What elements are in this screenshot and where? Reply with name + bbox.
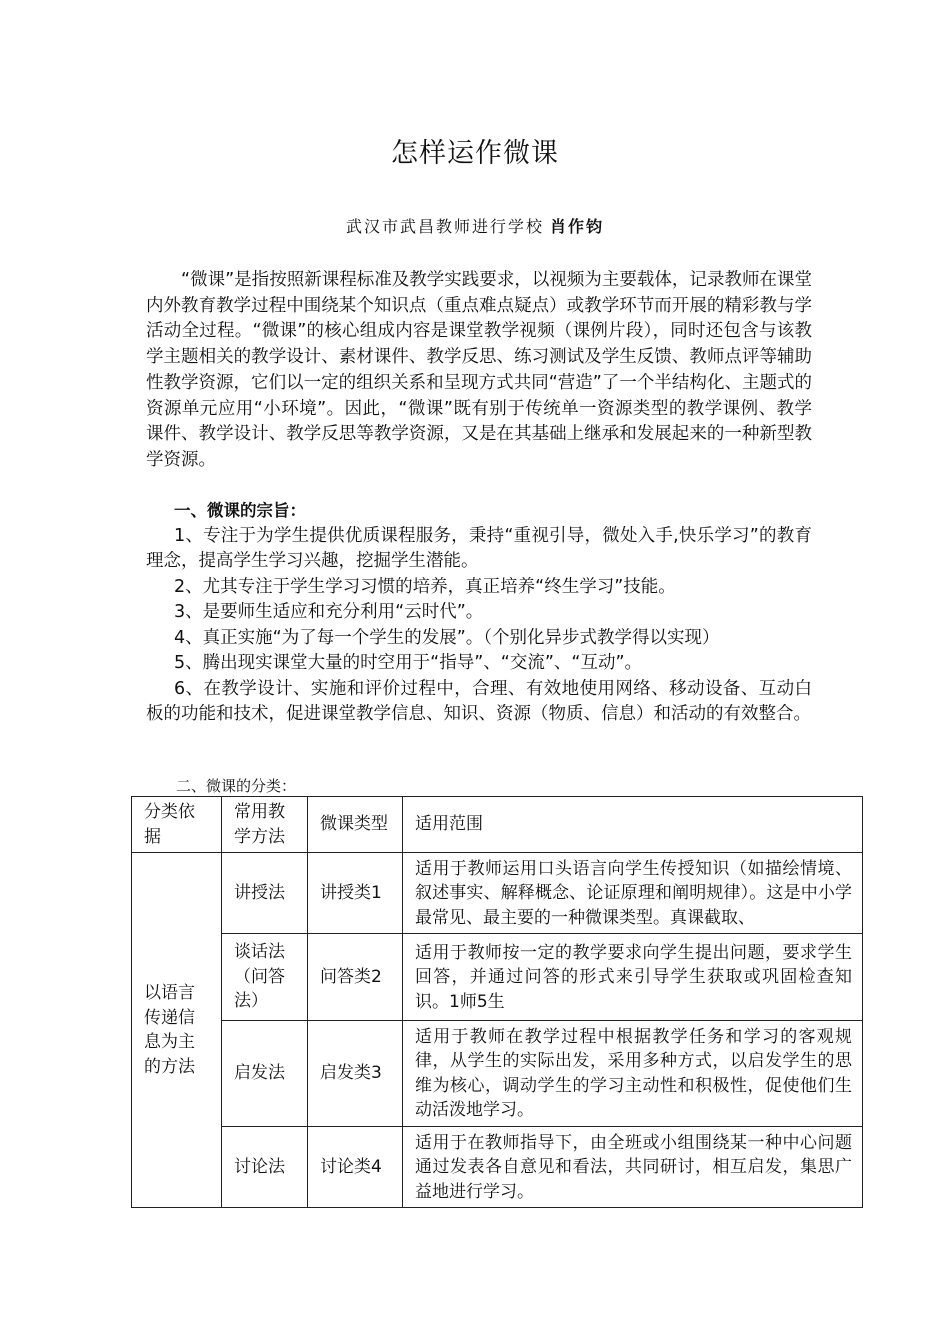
table-row <box>132 934 863 1021</box>
range-text: 适用于在教师指导下，由全班或小组围绕某一种中心问题通过发表各自意见和看法，共同研讨，相互启发，集思广益地进行学习。 <box>415 1132 852 1202</box>
method-cell: 启发法 <box>222 1021 308 1127</box>
byline <box>0 214 950 237</box>
purpose-heading: 一、微课的宗旨： <box>174 501 306 520</box>
intro-section <box>146 268 812 474</box>
purpose-item: 5、腾出现实课堂大量的时空用于“指导”、“交流”、“互动”。 <box>174 653 643 673</box>
purpose-item: 2、尤其专注于学生学习习惯的培养，真正培养“终生学习”技能。 <box>174 576 676 597</box>
range-text: 适用于教师按一定的教学要求向学生提出问题，要求学生回答，并通过问答的形式来引导学生获取或巩固检查知识。1师5生 <box>415 942 852 1012</box>
purpose-item: 3、是要师生适应和充分利用“云时代”。 <box>174 602 484 622</box>
classification-heading: 二、微课的分类： <box>176 777 297 795</box>
group-label-cell: 以语言传递信息为主的方法 <box>132 853 222 1208</box>
purpose-list <box>146 524 812 728</box>
method-cell: 讲授法 <box>222 853 308 934</box>
range-cell <box>403 1021 863 1127</box>
school-name: 武汉市武昌教师进行学校 <box>345 217 544 236</box>
purpose-item: 4、真正实施“为了每一个学生的发展”。（个别化异步式教学得以实现） <box>174 627 720 648</box>
purpose-item: 1、专注于为学生提供优质课程服务，秉持“重视引导，微处入手,快乐学习”的教育理念，提高学生学习兴趣，挖掘学生潜能。 <box>146 525 812 571</box>
type-cell: 讨论类4 <box>308 1127 403 1208</box>
method-cell: 讨论法 <box>222 1127 308 1208</box>
header-cell-type: 微课类型 <box>308 797 403 853</box>
type-cell: 问答类2 <box>308 934 403 1021</box>
purpose-section <box>146 498 812 728</box>
purpose-item: 6、在教学设计、实施和评价过程中，合理、有效地使用网络、移动设备、互动白板的功能和技术，促进课堂教学信息、知识、资源（物质、信息）和活动的有效整合。 <box>146 678 812 724</box>
table-row <box>132 1021 863 1127</box>
intro-paragraph: “微课”是指按照新课程标准及教学实践要求，以视频为主要载体，记录教师在课堂内外教育教学过程中围绕某个知识点（重点难点疑点）或教学环节而开展的精彩教与学活动全过程。“微课”的核心组成内容是课堂教学视频（课例片段），同时还包含与该教学主题相关的教学设计、素材课件、教学反思、练习测试及学生反馈、教师点评等辅助性教学资源，它们以一定的组织关系和呈现方式共同“营造”了一个半结构化、主题式的资源单元应用“小环境”。因此，“微课”既有别于传统单一资源类型的教学课例、教学课件、教学设计、教学反思等教学资源，又是在其基础上继承和发展起来的一种新型教学资源。 <box>146 270 812 470</box>
table-row <box>132 1127 863 1208</box>
header-cell-method: 常用教学方法 <box>222 797 308 853</box>
table-header-row <box>132 797 863 853</box>
range-cell <box>403 934 863 1021</box>
type-cell: 启发类3 <box>308 1021 403 1127</box>
range-text: 适用于教师在教学过程中根据教学任务和学习的客观规律，从学生的实际出发，采用多种方式，以启发学生的思维为核心，调动学生的学习主动性和积极性，促使他们生动活泼地学习。 <box>415 1026 852 1120</box>
range-text: 适用于教师运用口头语言向学生传授知识（如描绘情境、叙述事实、解释概念、论证原理和阐明规律）。这是中小学最常见、最主要的一种微课类型。真课截取、 <box>415 858 852 928</box>
header-cell-basis: 分类依据 <box>132 797 222 853</box>
header-cell-range: 适用范围 <box>403 797 863 853</box>
range-cell <box>403 1127 863 1208</box>
table-row <box>132 853 863 934</box>
range-cell <box>403 853 863 934</box>
type-cell: 讲授类1 <box>308 853 403 934</box>
author-name: 肖作钧 <box>550 217 605 236</box>
method-cell: 谈话法（问答法） <box>222 934 308 1021</box>
document-title: 怎样运作微课 <box>391 138 559 169</box>
classification-table <box>131 796 863 1208</box>
